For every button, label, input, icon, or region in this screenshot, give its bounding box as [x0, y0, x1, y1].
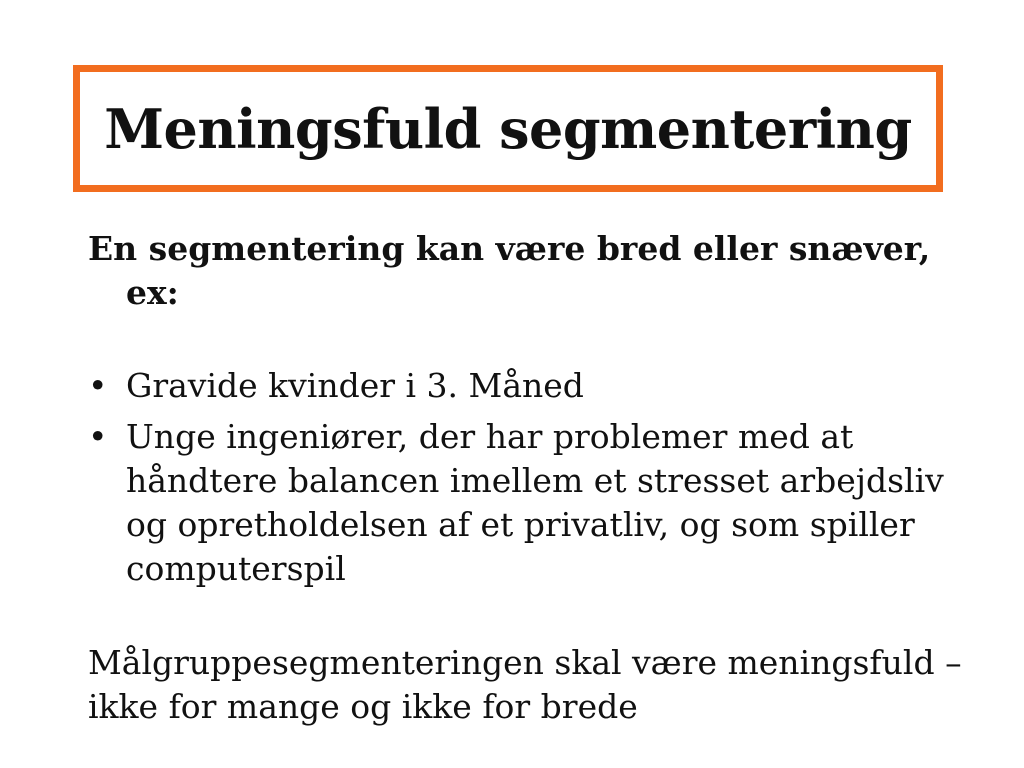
- bullet-text: Gravide kvinder i 3. Måned: [126, 366, 584, 405]
- bullet-text: Unge ingeniører, der har problemer med at håndtere balancen imellem et stresset arbejdsliv og opretholdelsen af et privatliv, og som spiller computerspil: [126, 417, 944, 588]
- paragraph-cut-text: ikke for mange og ikke for brede: [88, 687, 638, 726]
- intro-text: En segmentering kan være bred eller snæver, ex:: [88, 229, 931, 312]
- bullet-list: [88, 364, 968, 591]
- bullet-icon: •: [88, 417, 108, 456]
- paragraph-text: Målgruppesegmenteringen skal være meningsfuld –: [88, 643, 962, 682]
- list-item: [88, 415, 968, 591]
- title-frame: [73, 65, 943, 192]
- slide-content: [88, 227, 968, 729]
- slide-title: Meningsfuld segmentering: [104, 96, 912, 161]
- bullet-icon: •: [88, 366, 108, 405]
- list-item: [88, 364, 968, 408]
